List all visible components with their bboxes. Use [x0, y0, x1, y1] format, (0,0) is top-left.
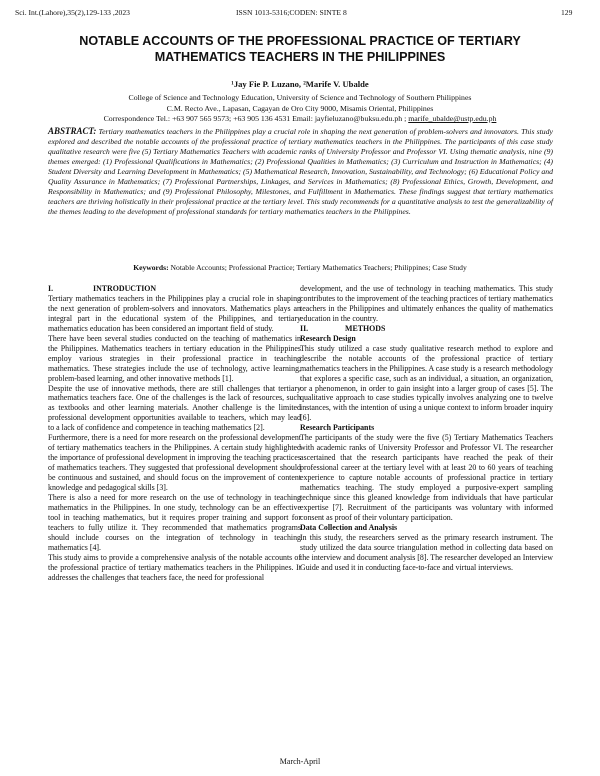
abstract: [48, 126, 553, 217]
footer-issue: March-April: [279, 757, 321, 766]
correspondence: [40, 114, 560, 124]
section-heading-methods: II. METHODS: [300, 323, 386, 333]
methods-paragraph: The participants of the study were the five (5) Tertiary Mathematics Teachers with academic ranks of University Professor and Professor VI. The researcher ascertained that the research participants have reached the peak of their professional career at the tertiary level with at least 20 to 60 years of teaching experience to capture notable accounts of professional practice in tertiary mathematics teaching. The study employed a purposive-expert sampling technique since this gleaned knowledge from individuals that have particular expertise [7]. Recruitment of the participants was voluntary with informed consent as proof of their voluntary participation.: [300, 433, 553, 522]
keywords-text: Notable Accounts; Professional Practice; Tertiary Mathematics Teachers; Philippines; Case Study: [170, 263, 467, 272]
address: C.M. Recto Ave., Lapasan, Cagayan de Oro City 9000, Misamis Oriental, Philippines: [166, 104, 434, 113]
correspondence-text: Correspondence Tel.: +63 907 565 9573; +63 905 136 4531 Email: jayfieluzano@buksu.edu.ph ;: [103, 114, 409, 123]
subheading-data-collection: Data Collection and Analysis: [300, 522, 398, 532]
keywords-label: Keywords:: [133, 263, 169, 272]
methods-paragraph: This study utilized a case study qualitative research method to explore and describe the notable accounts of the professional practice of tertiary mathematics teachers in the Philippines. A case study is a research methodology that explores a specific case, such as an individual, a situation, an organization, or a phenomenon, in order to gain insight into a larger group of cases [5]. The qualitative approach to case studies typically involves analyzing one to twelve instances, with the intention of using a unique context to inform broader inquiry [6].: [300, 343, 553, 423]
abstract-text: Tertiary mathematics teachers in the Philippines play a crucial role in shaping the next generation of problem-solvers and innovators. This study explored and described the notable accounts of the professional practice of tertiary mathematics teachers in the Philippines. The participants of this case study qualitative research were five (5) Tertiary Mathematics Teachers with academic ranks of University Professor and Professor VI. Using thematic analysis, nine (9) themes emerged: (1) Professional Qualifications in Mathematics; (2) Professional Qualities in Mathematics; (3) Curriculum and Instruction in Mathematics; (4) Student Diversity and Learning Development in Mathematics; (5) Mathematical Research, Innovation, Sustainability, and Technology; (6) Educational Policy and Quality Assurance in Mathematics; (7) Professional Partnerships, Linkages, and Services in Mathematics; (8) Professional Ethics, Growth, Development, and Responsibility in Mathematics; and (9) Professional Philosophy, Milestones, and Fulfillment in Mathematics. These findings suggest that tertiary mathematics teachers are thriving holistically in their professional practice at the tertiary level. This study recommends for a quantitative analysis to test the generalizability of the themes leading to the development of professional standards for tertiary mathematics teachers in the Philippines.: [48, 127, 553, 216]
subheading-research-participants: Research Participants: [300, 423, 375, 433]
title-line-2: MATHEMATICS TEACHERS IN THE PHILIPPINES: [154, 49, 446, 64]
affiliation: College of Science and Technology Education, University of Science and Technology of Southern Philippines: [128, 93, 472, 102]
methods-paragraph: In this study, the researchers served as the primary research instrument. The study utilized the data source triangulation method in collecting data based on the interview and document analysis [8]. The researcher developed an Interview Guide and used it in conducting face-to-face and virtual interviews.: [300, 532, 553, 572]
section-heading-introduction: I. INTRODUCTION: [48, 284, 157, 293]
email-link[interactable]: marife_ubalde@ustp.edu.ph: [408, 114, 497, 123]
abstract-label: ABSTRACT:: [48, 126, 97, 136]
intro-paragraph: There is also a need for more research on the use of technology in teaching mathematics in the Philippines. In one study, technology can be an effective tool in teaching mathematics, but it requires proper training and support for teachers to fully utilize it. They recommended that mathematics programs should include courses on the integration of technology in teaching mathematics [4].: [48, 493, 301, 552]
paper-title: [30, 34, 570, 65]
issn-line: ISSN 1013-5316;CODEN: SINTE 8: [236, 8, 347, 17]
intro-paragraph: This study aims to provide a comprehensive analysis of the notable accounts of the professional practice of tertiary mathematics teachers in the Philippines. It addresses the challenges that teachers face, the need for professional: [48, 552, 301, 582]
authors: ¹Jay Fie P. Luzano, ²Marife V. Ubalde: [231, 79, 369, 89]
intro-paragraph: Tertiary mathematics teachers in the Philippines play a crucial role in shaping the next generation of problem-solvers and innovators. Mathematics plays an integral part in the educational system of the Philippines, and tertiary mathematics education has been considered an important field of study.: [48, 293, 301, 333]
subheading-research-design: Research Design: [300, 333, 356, 343]
right-column: [300, 284, 553, 573]
left-column: [48, 284, 301, 583]
page-number: 129: [561, 8, 573, 17]
intro-continuation: development, and the use of technology in teaching mathematics. This study contributes to the improvement of the teaching practices of tertiary mathematics teachers in the Philippines and ultimately enhances the quality of mathematics education in the country.: [300, 284, 553, 323]
intro-paragraph: Despite the use of innovative methods, there are still challenges that tertiary mathematics teachers face. One of the challenges is the lack of resources, such as textbooks and other learning materials. Another challenge is the limited professional development opportunities available to teachers, which may lead to a lack of confidence and competence in teaching mathematics [2].: [48, 383, 301, 433]
keywords: [0, 263, 600, 272]
intro-paragraph: There have been several studies conducted on the teaching of mathematics in the Philippines. Mathematics teachers in tertiary education in the Philippines employ various strategies in their professional practice in teaching mathematics. These strategies include the use of technology, active learning, problem-based learning, and other innovative methods [1].: [48, 333, 301, 383]
title-line-1: NOTABLE ACCOUNTS OF THE PROFESSIONAL PRACTICE OF TERTIARY: [79, 34, 521, 48]
intro-paragraph: Furthermore, there is a need for more research on the professional development of tertiary mathematics teachers in the Philippines. A certain study highlighted the importance of professional development in improving the teaching practices of mathematics teachers. They suggested that professional development should be continuous and sustained, and should focus on the improvement of content knowledge and pedagogical skills [3].: [48, 433, 301, 493]
journal-citation: Sci. Int.(Lahore),35(2),129-133 ,2023: [15, 8, 130, 17]
